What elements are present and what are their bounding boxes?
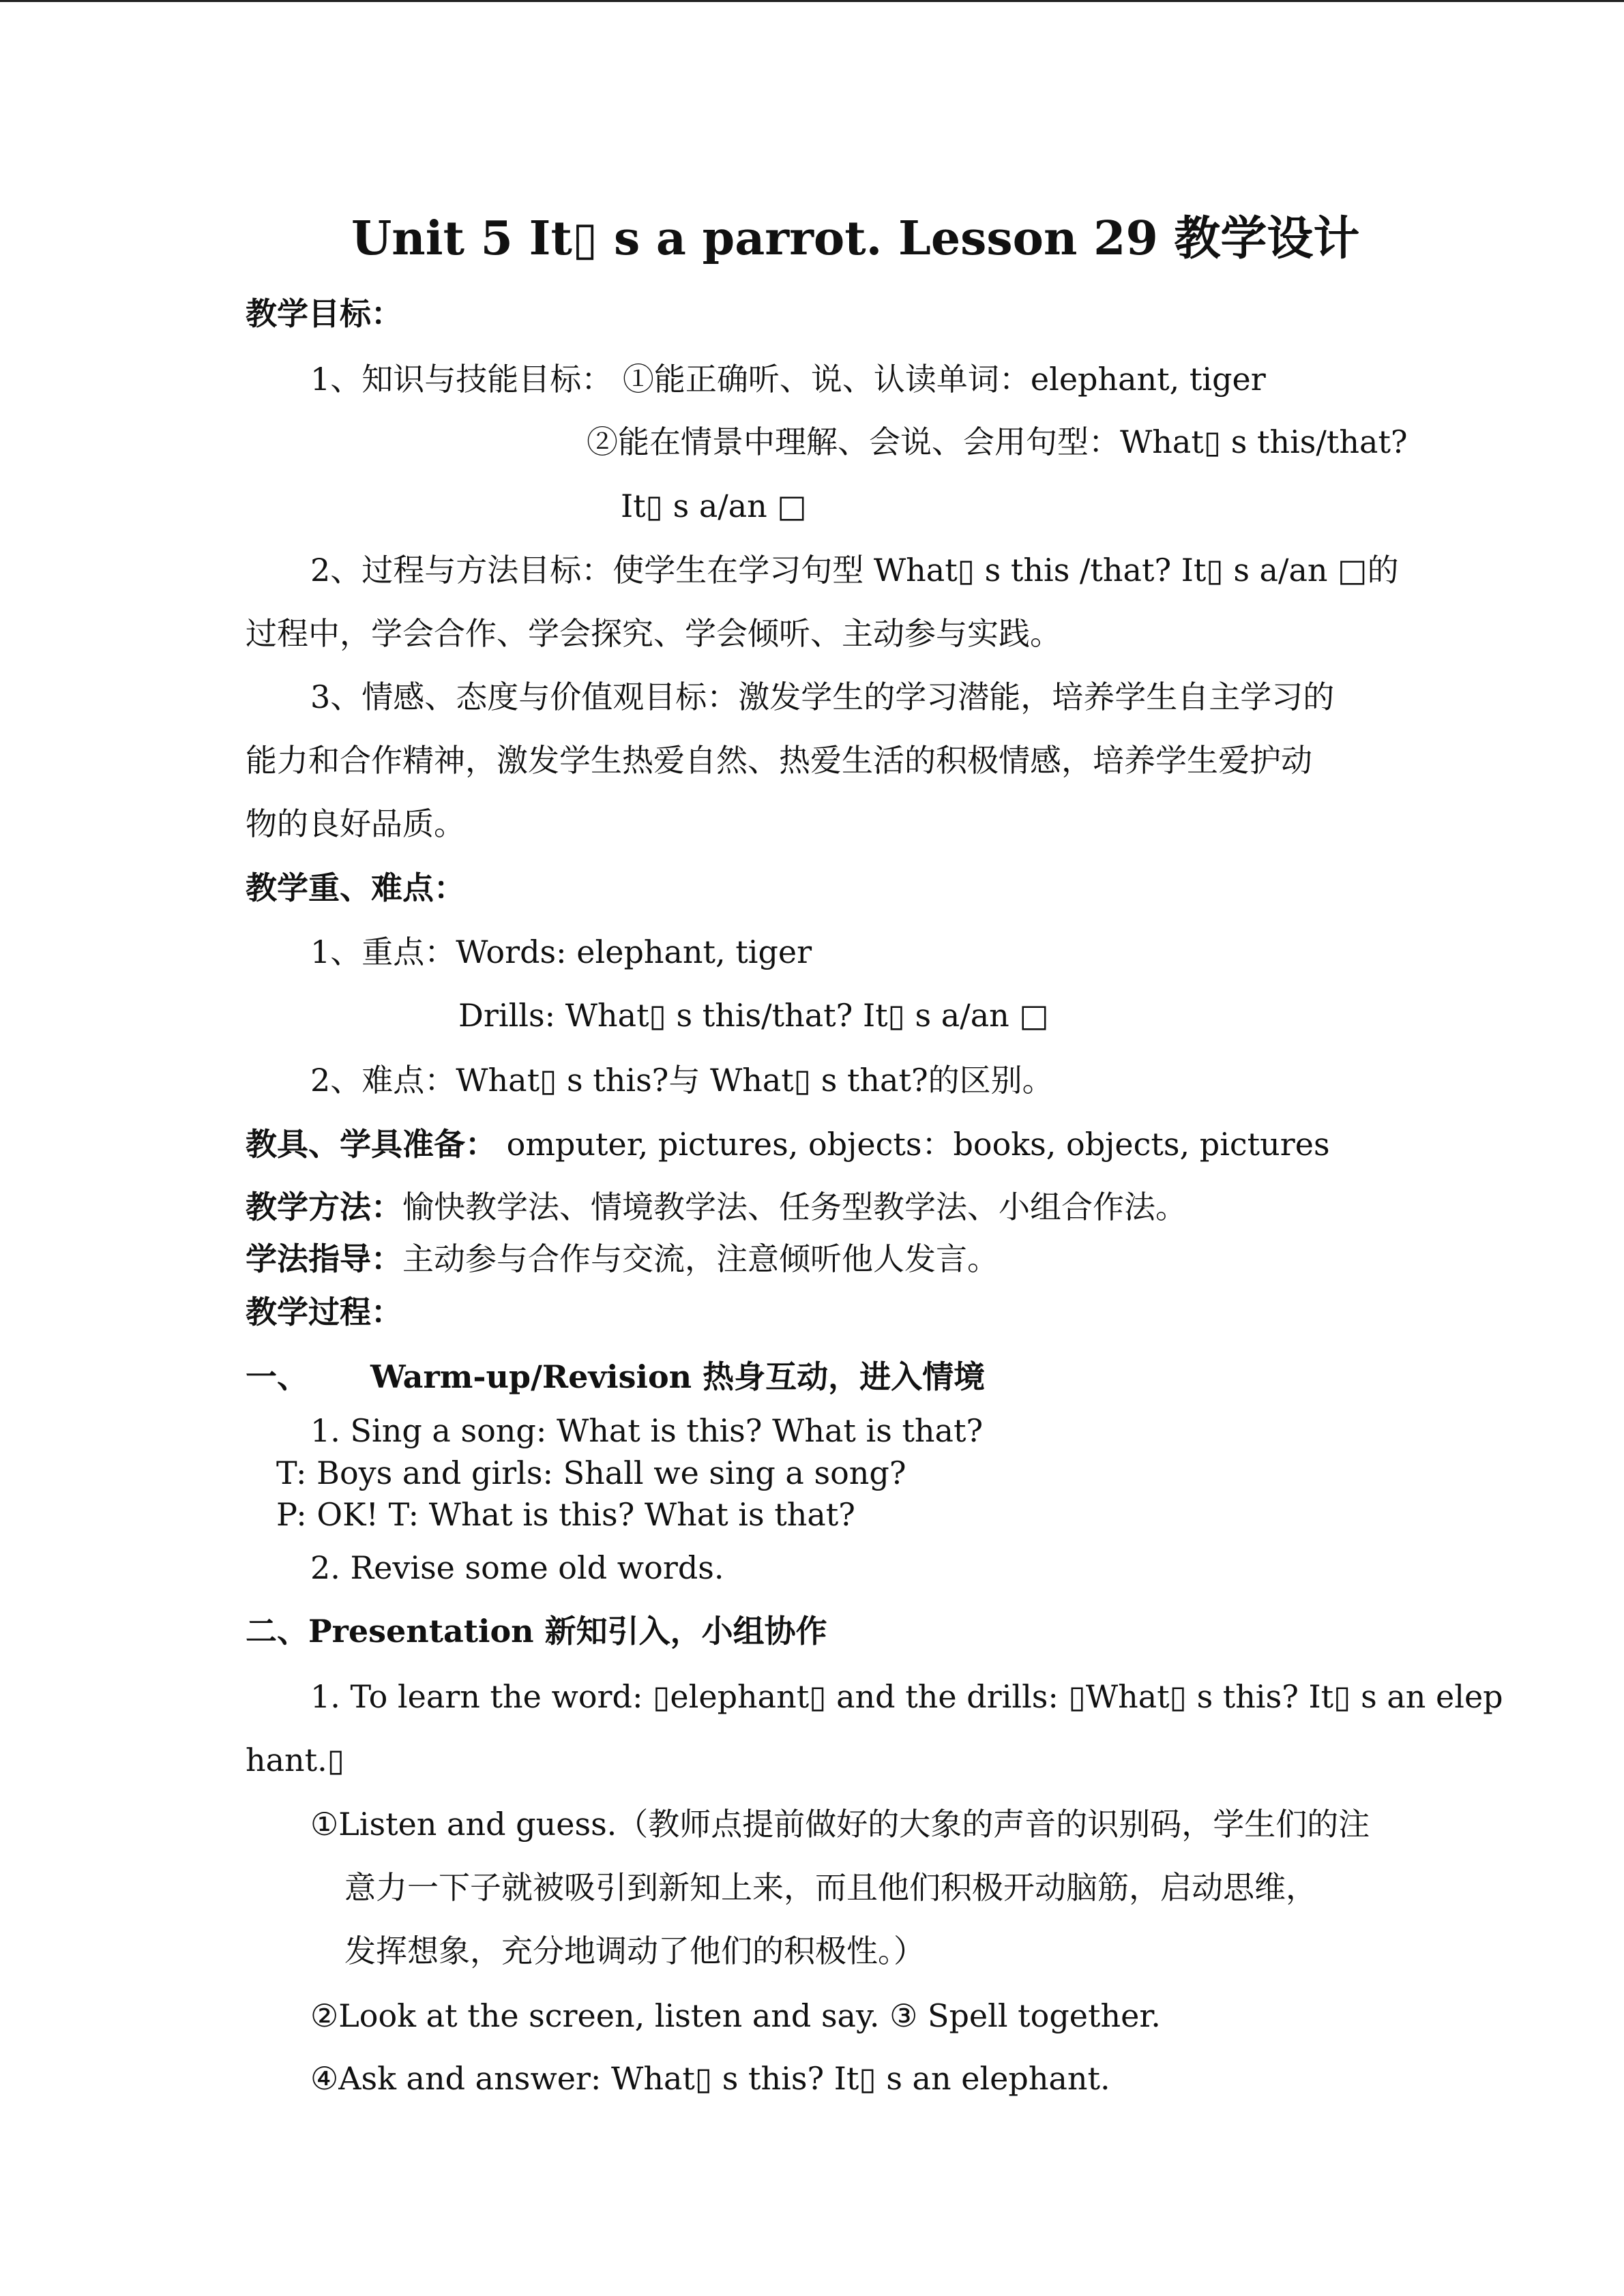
objective-knowledge-sentence: ②能在情景中理解、会说、会用句型：What▯ s this/that?	[587, 423, 1408, 460]
section-heading-key-points: 教学重、难点：	[246, 869, 465, 906]
part1-step2: 2. Revise some old words.	[310, 1549, 724, 1586]
key-point-drills: Drills: What▯ s this/that? It▯ s a/an □	[458, 997, 1049, 1034]
part1-heading: Warm-up/Revision 热身互动，进入情境	[370, 1358, 986, 1395]
difficult-point: 2、难点：What▯ s this?与 What▯ s that?的区别。	[310, 1062, 1054, 1099]
part2-listen-guess-cont2: 发挥想象，充分地调动了他们的积极性。）	[344, 1933, 925, 1969]
part2-listen-guess: ①Listen and guess.（教师点提前做好的大象的声音的识别码，学生们的注	[310, 1806, 1370, 1843]
study-guidance-text: 主动参与合作与交流，注意倾听他人发言。	[402, 1240, 999, 1277]
objective-process-line2: 过程中，学会合作、学会探究、学会倾听、主动参与实践。	[246, 615, 1061, 652]
methods-label: 教学方法：	[246, 1189, 402, 1225]
objective-knowledge: 1、知识与技能目标： ①能正确听、说、认读单词：elephant, tiger	[310, 361, 1266, 398]
part1-number: 一、	[246, 1358, 308, 1395]
objective-emotion-line3: 物的良好品质。	[246, 805, 465, 842]
part2-step1-line2: hant.▯	[246, 1742, 345, 1778]
materials-text: omputer, pictures, objects：books, objects, pictures	[497, 1126, 1330, 1163]
materials-line	[246, 1125, 1330, 1163]
part1-teacher-line: T: Boys and girls: Shall we sing a song?	[276, 1455, 906, 1491]
section-heading-process: 教学过程：	[246, 1294, 402, 1330]
page-top-border	[0, 0, 1624, 2]
section-heading-objectives: 教学目标：	[246, 295, 402, 332]
part1-pupil-line: P: OK! T: What is this? What is that?	[276, 1496, 855, 1533]
methods-text: 愉快教学法、情境教学法、任务型教学法、小组合作法。	[402, 1189, 1187, 1225]
part2-step1-line1: 1. To learn the word: ▯elephant▯ and the drills: ▯What▯ s this? It▯ s an elep	[310, 1678, 1503, 1715]
part2-ask-answer: ④Ask and answer: What▯ s this? It▯ s an elephant.	[310, 2060, 1110, 2097]
materials-label: 教具、学具准备：	[246, 1126, 497, 1163]
objective-knowledge-sentence-cont: It▯ s a/an □	[621, 488, 807, 524]
part1-step1: 1. Sing a song: What is this? What is that?	[310, 1412, 984, 1449]
objective-emotion-line1: 3、情感、态度与价值观目标：激发学生的学习潜能，培养学生自主学习的	[310, 679, 1335, 715]
key-point-words: 1、重点：Words: elephant, tiger	[310, 934, 812, 970]
methods-line	[246, 1188, 1187, 1226]
page-title: Unit 5 It▯ s a parrot. Lesson 29 教学设计	[351, 211, 1360, 266]
part2-look-listen-spell: ②Look at the screen, listen and say. ③ Spell together.	[310, 1997, 1161, 2034]
study-guidance-line	[246, 1240, 999, 1278]
part2-heading: 二、Presentation 新知引入，小组协作	[246, 1613, 827, 1650]
objective-process-line1: 2、过程与方法目标：使学生在学习句型 What▯ s this /that? It▯ s a/an □的	[310, 552, 1399, 588]
objective-emotion-line2: 能力和合作精神，激发学生热爱自然、热爱生活的积极情感，培养学生爱护动	[246, 742, 1312, 779]
part2-listen-guess-cont1: 意力一下子就被吸引到新知上来，而且他们积极开动脑筋，启动思维，	[344, 1869, 1317, 1906]
study-guidance-label: 学法指导：	[246, 1240, 402, 1277]
